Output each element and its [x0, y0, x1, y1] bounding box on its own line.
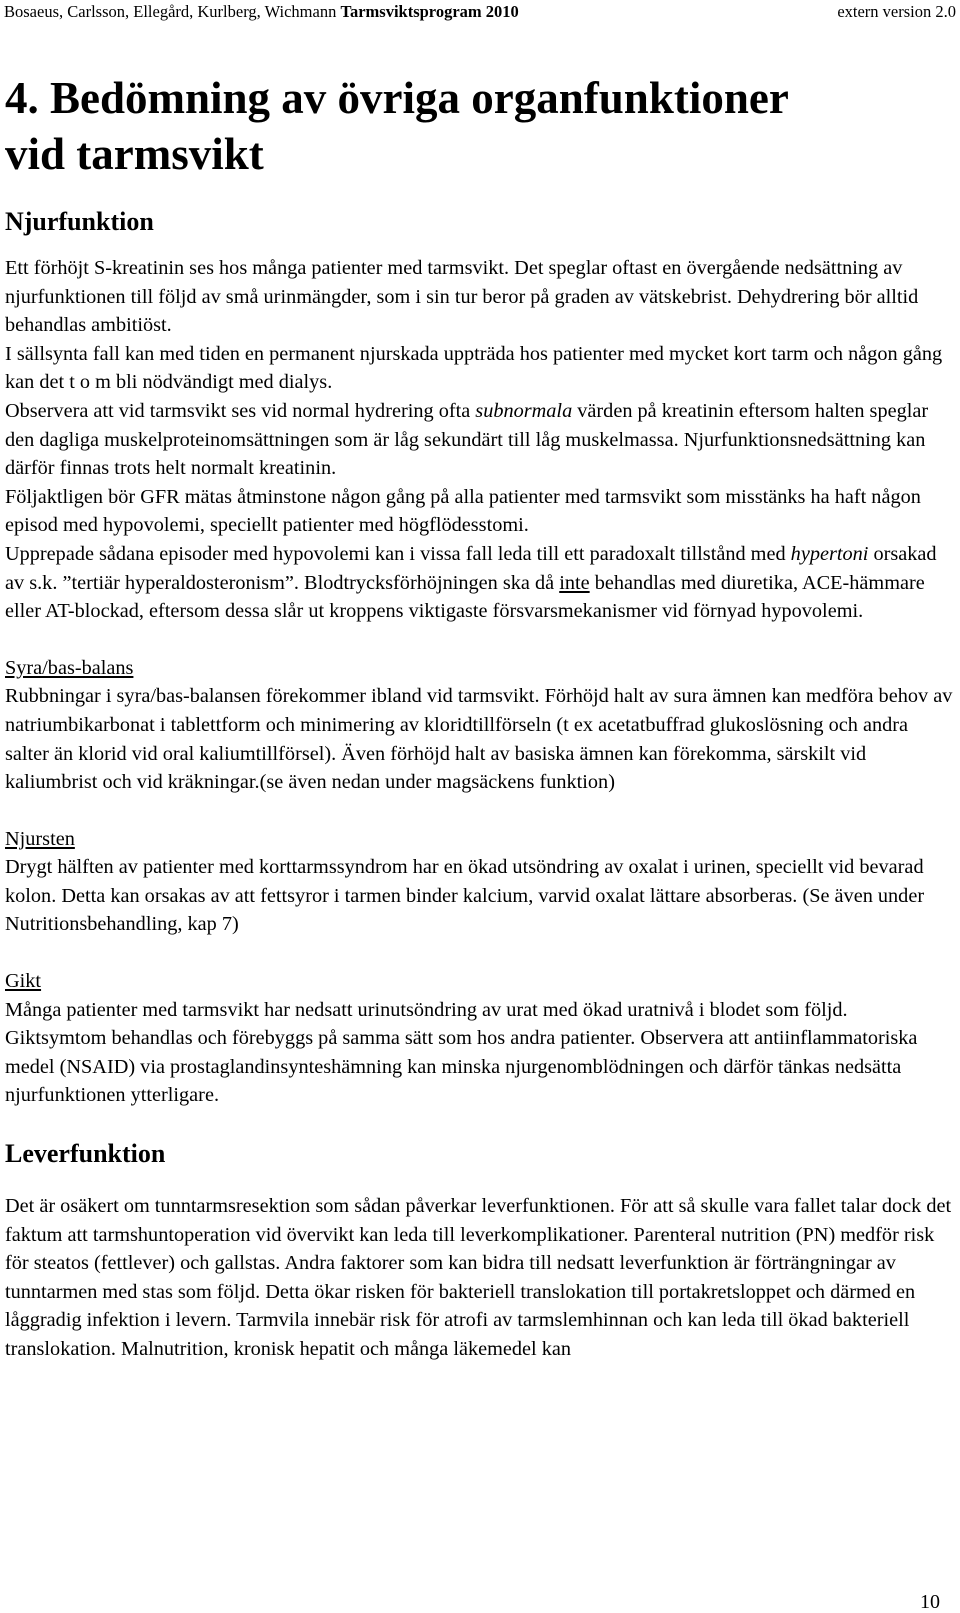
njur-p5-text-c: behandlas med diuretika, ACE-hämmare eller AT-blockad, eftersom dessa slår ut kroppens viktigaste försvarsmekanismer vid förnyad hypovolemi. [5, 571, 925, 623]
njur-paragraph-4: Följaktligen bör GFR mätas åtminstone någon gång på alla patienter med tarmsvikt som misstänks ha haft någon episod med hypovolemi, speciellt patienter med högflödesstomi. [5, 485, 921, 537]
heading-gikt: Gikt [5, 970, 42, 993]
njur-paragraph-1: Ett förhöjt S-kreatinin ses hos många patienter med tarmsvikt. Det speglar oftast en övergående nedsättning av njurfunktionen till följd av små urinmängder, som i sin tur beror på graden av vätskebrist. Dehydrering bör alltid behandlas ambitiöst. [5, 257, 919, 337]
heading-leverfunktion: Leverfunktion [5, 1139, 166, 1169]
header-version: extern version 2.0 [837, 2, 956, 21]
njur-p5-underline: inte [559, 571, 590, 594]
syra-paragraph: Rubbningar i syra/bas-balansen förekommer ibland vid tarmsvikt. Förhöjd halt av sura ämnen kan medföra behov av natriumbikarbonat i tablettform och minimering av kloridtillförseln (t ex acetatbuffrad glukoslösning och andra salter än klorid vid oral kaliumtillförsel). Även förhöjd halt av basiska ämnen kan förekomma, särskilt vid kaliumbrist och vid kräkningar.(se även nedan under magsäckens funktion) [5, 685, 953, 794]
njursten-paragraph: Drygt hälften av patienter med korttarmssyndrom har en ökad utsöndring av oxalat i urinen, speciellt vid bevarad kolon. Detta kan orsakas av att fettsyror i tarmen binder kalcium, varvid oxalat lättare absorberas. (Se även under Nutritionsbehandling, kap 7) [5, 856, 925, 936]
heading-njurfunktion: Njurfunktion [5, 207, 154, 236]
njur-paragraph-3 [5, 397, 953, 483]
njur-paragraph-5 [5, 540, 953, 626]
njur-p3-text-a: Observera att vid tarmsvikt ses vid normal hydrering ofta [5, 399, 476, 422]
lever-paragraph: Det är osäkert om tunntarmsresektion som sådan påverkar leverfunktionen. För att så skulle vara fallet talar dock det faktum att tarmshuntoperation vid övervikt kan leda till leverkomplikationer. Parenteral nutrition (PN) medför risk för steatos (fettlever) och gallstas. Andra faktorer som kan bidra till nedsatt leverfunktion är förträngningar av tunntarmen med stas som följd. Detta ökar risken för bakteriell translokation till portakretsloppet och därmed en låggradig infektion i levern. Tarmvila innebär risk för atrofi av tarmslemhinnan och kan leda till ökad bakteriell translokation. Malnutrition, kronisk hepatit och många läkemedel kan [5, 1195, 952, 1360]
heading-syra-bas-balans: Syra/bas-balans [5, 656, 134, 679]
gikt-paragraph: Många patienter med tarmsvikt har nedsatt urinutsöndring av urat med ökad uratnivå i blodet som följd. Giktsymtom behandlas och förebyggs på samma sätt som hos andra patienter. Observera att antiinflammatoriska medel (NSAID) via prostaglandinsynteshämning kan minska njurgenomblödningen och därför tänkas nedsätta njurfunktionen ytterligare. [5, 998, 918, 1107]
chapter-title-line1: 4. Bedömning av övriga organfunktioner [5, 73, 789, 123]
header-program: Tarmsviktsprogram 2010 [340, 2, 519, 21]
njur-p5-emphasis: hypertoni [790, 542, 869, 565]
chapter-title-line2: vid tarmsvikt [5, 129, 264, 179]
heading-njursten: Njursten [5, 827, 75, 850]
njur-p3-text-b: värden på kreatinin eftersom halten speglar den dagliga muskelproteinomsättningen som är låg sekundärt till låg muskelmassa. Njurfunktionsnedsättning kan därför finnas trots helt normalt kreatinin. [5, 399, 929, 480]
header-left [4, 1, 519, 23]
njur-p5-text-a: Upprepade sådana episoder med hypovolemi kan i vissa fall leda till ett paradoxalt tillstånd med [5, 542, 791, 565]
njur-paragraph-2: I sällsynta fall kan med tiden en permanent njurskada uppträda hos patienter med mycket kort tarm och någon gång kan det t o m bli nödvändigt med dialys. [5, 342, 943, 394]
page-header [4, 0, 956, 24]
page-number: 10 [920, 1591, 940, 1613]
page-content [5, 70, 953, 1364]
njur-p3-emphasis: subnormala [475, 399, 573, 422]
chapter-title [5, 70, 953, 182]
njur-p5-text-b: orsakad av s.k. ”tertiär hyperaldosteronism”. Blodtrycksförhöjningen ska då [5, 542, 937, 594]
header-authors: Bosaeus, Carlsson, Ellegård, Kurlberg, Wichmann [4, 2, 337, 21]
